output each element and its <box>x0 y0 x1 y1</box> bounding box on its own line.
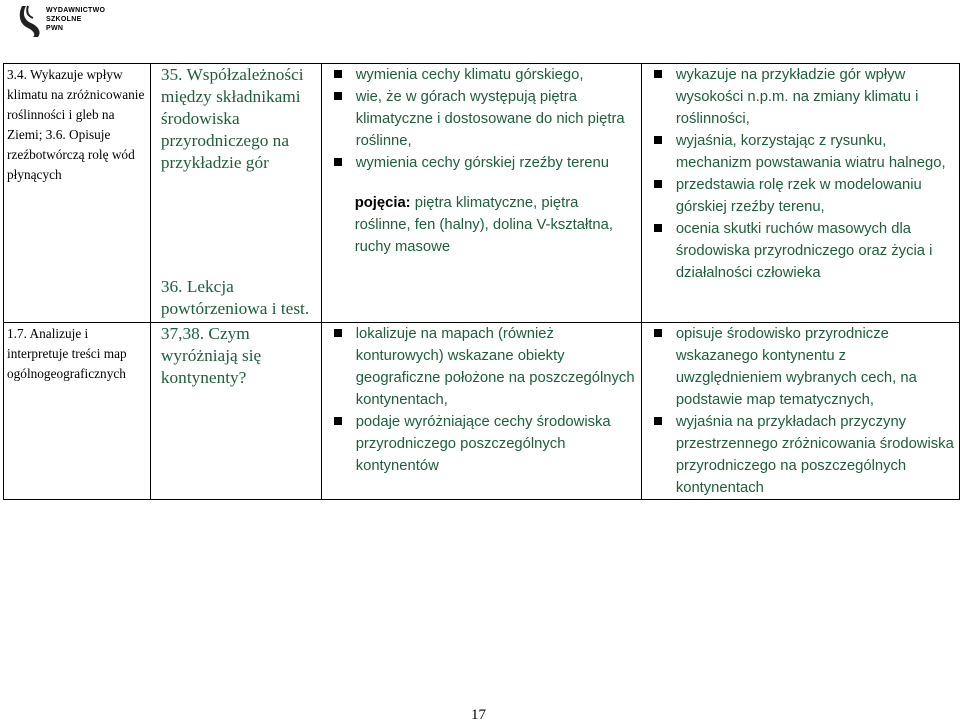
basic-requirements-list <box>322 64 641 174</box>
page-number: 17 <box>471 707 486 723</box>
list-item: wie, że w górach występują piętra klimatyczne i dostosowane do nich piętra roślinne, <box>330 86 637 152</box>
square-bullet-icon <box>654 329 662 337</box>
square-bullet-icon <box>654 136 662 144</box>
list-item: wyjaśnia na przykładach przyczyny przestrzennego zróżnicowania środowiska przyrodniczego na poszczególnych kontynentach <box>650 411 955 499</box>
extended-requirements-list <box>642 323 959 499</box>
list-item: wykazuje na przykładzie gór wpływ wysokości n.p.m. na zmiany klimatu i roślinności, <box>650 64 955 130</box>
publisher-name <box>46 6 156 33</box>
requirements-cell <box>4 64 151 323</box>
publisher-logo-icon <box>16 4 42 38</box>
table-row <box>4 64 960 323</box>
publisher-name-line2: SZKOLNE <box>46 16 82 23</box>
curriculum-table <box>3 63 960 500</box>
list-item: wymienia cechy górskiej rzeźby terenu <box>330 152 637 174</box>
list-item: lokalizuje na mapach (również konturowych) wskazane obiekty geograficzne położone na poszczególnych kontynentach, <box>330 323 637 411</box>
lesson-topic-review: 36. Lekcja powtórzeniowa i test. <box>160 277 310 318</box>
list-item: ocenia skutki ruchów masowych dla środowiska przyrodniczego oraz życia i działalności człowieka <box>650 218 955 284</box>
list-item: wymienia cechy klimatu górskiego, <box>330 64 637 86</box>
basic-requirements-list <box>322 323 641 477</box>
publisher-name-line1: WYDAWNICTWO <box>46 7 106 14</box>
list-item: przedstawia rolę rzek w modelowaniu górskiej rzeźby terenu, <box>650 174 955 218</box>
requirements-text: 1.7. Analizuje i interpretuje treści map ogólnogeograficznych <box>7 326 127 381</box>
topic-cell <box>150 64 321 323</box>
list-item: podaje wyróżniające cechy środowiska przyrodniczego poszczególnych kontynentów <box>330 411 637 477</box>
requirements-cell <box>4 323 151 500</box>
square-bullet-icon <box>334 92 342 100</box>
extended-requirements-list <box>642 64 959 284</box>
requirements-text: 3.4. Wykazuje wpływ klimatu na zróżnicowanie roślinności i gleb na Ziemi; 3.6. Opisuje rzeźbotwórczą rolę wód płynących <box>7 67 145 182</box>
basic-requirements-cell <box>321 323 641 500</box>
basic-requirements-cell <box>321 64 641 323</box>
topic-cell <box>150 323 321 500</box>
square-bullet-icon <box>334 417 342 425</box>
square-bullet-icon <box>334 70 342 78</box>
square-bullet-icon <box>654 180 662 188</box>
table-row <box>4 323 960 500</box>
concepts-text: piętra klimatyczne, piętra roślinne, fen (halny), dolina V-kształtna, ruchy masowe <box>354 195 613 255</box>
square-bullet-icon <box>654 70 662 78</box>
square-bullet-icon <box>334 158 342 166</box>
list-item: opisuje środowisko przyrodnicze wskazanego kontynentu z uwzględnieniem wybranych cech, na podstawie map tematycznych, <box>650 323 955 411</box>
lesson-topic: 35. Współzależności między składnikami środowiska przyrodniczego na przykładzie gór <box>160 65 304 172</box>
square-bullet-icon <box>334 329 342 337</box>
list-item: wyjaśnia, korzystając z rysunku, mechanizm powstawania wiatru halnego, <box>650 130 955 174</box>
square-bullet-icon <box>654 224 662 232</box>
extended-requirements-cell <box>641 64 959 323</box>
concepts-label: pojęcia: <box>354 195 411 211</box>
lesson-topic: 37,38. Czym wyróżniają się kontynenty? <box>160 324 262 387</box>
publisher-name-line3: PWN <box>46 25 64 32</box>
square-bullet-icon <box>654 417 662 425</box>
extended-requirements-cell <box>641 323 959 500</box>
concepts <box>355 192 637 258</box>
